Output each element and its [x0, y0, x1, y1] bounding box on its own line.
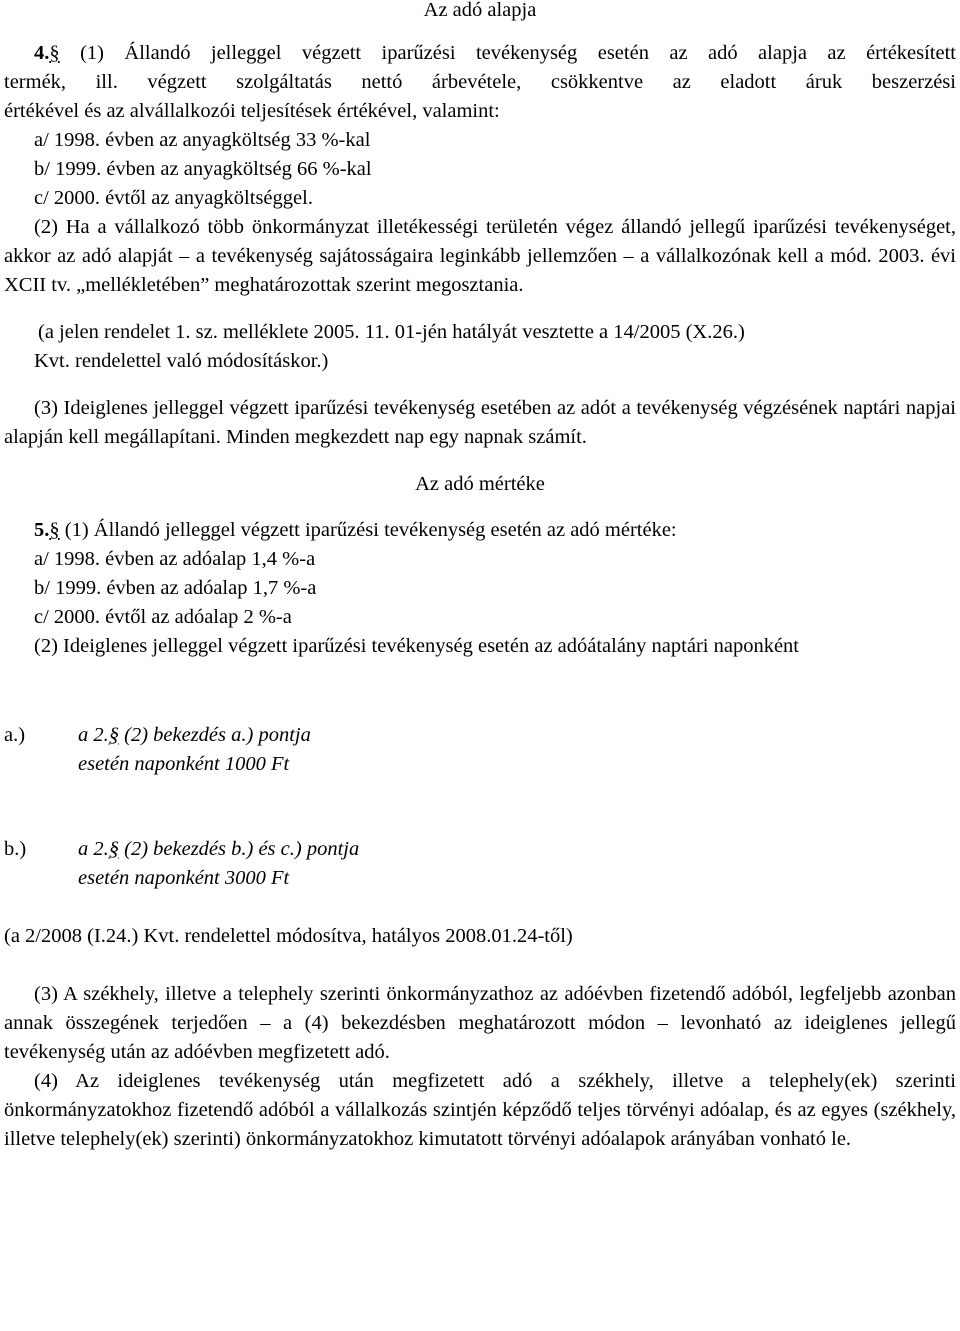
section-5: [4, 516, 956, 1154]
case-b-label: b.): [4, 838, 27, 860]
case-b-line-1: [4, 835, 956, 864]
case-a-line-2: esetén naponként 1000 Ft: [78, 753, 290, 775]
case-b-pre: a 2.: [78, 838, 109, 860]
section-4-para-1-line-1: [4, 39, 956, 68]
case-a: [4, 721, 956, 779]
case-a-label: a.): [4, 724, 26, 746]
section-5-para-1-intro: (1) Állandó jelleggel végzett iparűzési tevékenység esetén az adó mértéke:: [59, 519, 677, 541]
section-5-number: 5.: [34, 519, 50, 541]
case-a-symbol: §: [108, 724, 119, 746]
section-5-para-2: (2) Ideiglenes jelleggel végzett iparűzési tevékenység esetén az adóátalány naptári naponként: [34, 635, 799, 657]
section-4-para-3: (3) Ideiglenes jelleggel végzett iparűzési tevékenység esetében az adót a tevékenység végzésének naptári napjai alapján kell megállapítani. Minden megkezdett nap egy napnak számít.: [4, 397, 956, 448]
section-4-symbol: §: [49, 42, 60, 64]
section-4-item-b: b/ 1999. évben az anyagköltség 66 %-kal: [34, 158, 372, 180]
section-4: [4, 39, 956, 452]
section-5-item-a: a/ 1998. évben az adóalap 1,4 %-a: [34, 548, 316, 570]
section-4-para-2: (2) Ha a vállalkozó több önkormányzat illetékességi területén végez állandó jellegű iparűzési tevékenységet, akkor az adó alapját – a tevékenység sajátosságaira leginkább jellemzően – a vállalkozónak kell a mód. 2003. évi XCII tv. „mellékletében” meghatározottak szerint megosztania.: [4, 216, 956, 296]
section-4-para-1-line-3: értékével és az alvállalkozói teljesítések értékével, valamint:: [4, 100, 500, 122]
case-b-symbol: §: [108, 838, 119, 860]
document-page: [4, 0, 956, 1154]
section-5-symbol: §: [49, 519, 60, 541]
case-a-post: (2) bekezdés a.) pontja: [119, 724, 311, 746]
case-b-post: (2) bekezdés b.) és c.) pontja: [119, 838, 360, 860]
section-4-item-c: c/ 2000. évtől az anyagköltséggel.: [34, 187, 313, 209]
case-a-line-1: [4, 721, 956, 750]
case-a-pre: a 2.: [78, 724, 109, 746]
case-b: [4, 835, 956, 893]
case-b-line-2: esetén naponként 3000 Ft: [78, 867, 290, 889]
heading-tax-rate: Az adó mértéke: [415, 473, 545, 495]
section-5-para-4: (4) Az ideiglenes tevékenység után megfizetett adó a székhely, illetve a telephely(ek) szerinti önkormányzatokhoz fizetendő adóból a vállalkozás szintjén képződő teljes törvényi adóalap, és az egyes (székhely, illetve telephely(ek) szerinti) önkormányzatokhoz kimutatott törvényi adóalapok arányában vonható le.: [4, 1070, 956, 1150]
section-4-para-1-intro: (1) Állandó jelleggel végzett iparűzési tevékenység esetén az adó alapja az értékesített: [59, 42, 956, 64]
section-5-para-3: (3) A székhely, illetve a telephely szerinti önkormányzathoz az adóévben fizetendő adóból, legfeljebb azonban annak összegének terjedően – a (4) bekezdésben meghatározott módon – levonható az ideiglenes jellegű tevékenység után az adóévben megfizetett adó.: [4, 983, 956, 1063]
section-5-para-1: [4, 516, 956, 545]
section-5-item-c: c/ 2000. évtől az adóalap 2 %-a: [34, 606, 292, 628]
section-4-note-line-2: Kvt. rendelettel való módosításkor.): [34, 350, 329, 372]
heading-tax-base: Az adó alapja: [423, 0, 537, 21]
section-4-para-1-line-2: termék, ill. végzett szolgáltatás nettó árbevétele, csökkentve az eladott áruk beszerzési: [4, 71, 956, 93]
section-4-number: 4.: [34, 42, 50, 64]
section-5-amendment-note: (a 2/2008 (I.24.) Kvt. rendelettel módosítva, hatályos 2008.01.24-től): [4, 925, 573, 947]
section-4-item-a: a/ 1998. évben az anyagköltség 33 %-kal: [34, 129, 371, 151]
section-4-note-line-1: (a jelen rendelet 1. sz. melléklete 2005. 11. 01-jén hatályát vesztette a 14/2005 (X.26.): [38, 321, 745, 343]
section-5-item-b: b/ 1999. évben az adóalap 1,7 %-a: [34, 577, 317, 599]
